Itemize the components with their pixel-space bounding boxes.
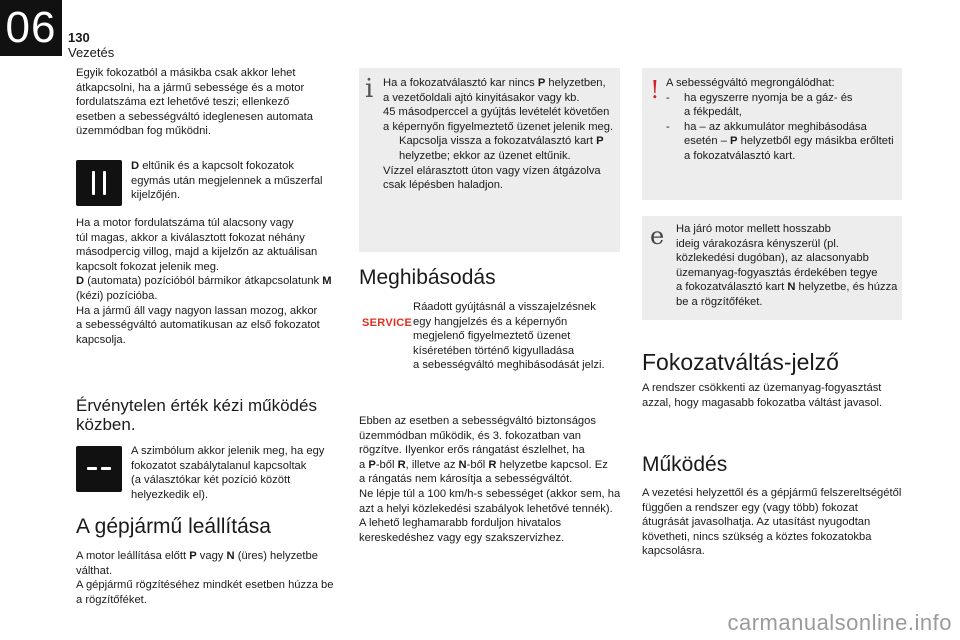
low-rpm-paragraph: Ha a motor fordulatszáma túl alacsony vagy túl magas, akkor a kiválasztott fokozat néhány másodpercig villog, majd a kijelzőn az aktuálisan kapcsolt fokozat jelenik meg. D (automata) pozícióból bármikor átkapcsolatunk M (kézi) pozícióba. Ha a jármű áll vagy nagyon lassan mozog, akkor a sebességváltó automatikusan az első fokozatot kapcsolja. bbox=[76, 217, 332, 346]
page-number: 130 bbox=[68, 30, 90, 45]
gear-shift-indicator-heading: Fokozatváltás-jelző bbox=[642, 349, 839, 375]
warning-text: A sebességváltó megrongálódhat: - ha egyszerre nyomja be a gáz- és a fékpedált, - ha – az akkumulátor meghibásodása esetén – P helyzetből egy másikba erőlteti a fokozatválasztó kart. bbox=[666, 77, 894, 162]
stopping-heading: A gépjármű leállítása bbox=[76, 515, 271, 538]
warning-panel bbox=[642, 68, 902, 200]
gear-shift-indicator-text: A rendszer csökkenti az üzemanyag-fogyasztást azzal, hogy magasabb fokozatba váltást javasol. bbox=[642, 382, 883, 409]
info-text: Ha a fokozatválasztó kar nincs P helyzetben, a vezetőoldali ajtó kinyitásakor vagy kb. 45 másodperccel a gyújtás levételét követően a képernyőn figyelmeztető üzenet jelenik meg. Kapcsolja vissza a fokozatválasztó kart P helyzetbe; ekkor az üzenet eltűnik. Vízzel elárasztott úton vagy vízen átgázolva csak lépésben haladjon. bbox=[383, 77, 614, 192]
d-note: D eltűnik és a kapcsolt fokozatok egymás után megjelennek a műszerfal kijelzőjén. bbox=[131, 160, 323, 202]
operation-text: A vezetési helyzettől és a gépjármű felszereltségétől függően a rendszer egy (vagy több) fokozat átugrását javasolhatja. Az utasítást nyugodtan követheti, nincs szükség a köztes fokozatokba kapcsolásra. bbox=[642, 487, 902, 558]
chapter-tab: 06 bbox=[0, 0, 62, 56]
gear-display-icon bbox=[76, 160, 122, 206]
eco-tip-panel bbox=[642, 216, 902, 320]
warning-icon: ! bbox=[650, 76, 660, 104]
invalid-value-text: A szimbólum akkor jelenik meg, ha egy fokozatot szabálytalanul kapcsoltak (a választókar két pozíció között helyezkedik el). bbox=[131, 445, 325, 501]
invalid-gear-icon bbox=[76, 446, 122, 492]
eco-leaf-icon: e bbox=[650, 222, 665, 250]
watermark: carmanualsonline.info bbox=[727, 610, 952, 635]
info-icon: i bbox=[365, 74, 374, 104]
fault-text: Ráadott gyújtásnál a visszajelzésnek egy hangjelzés és a képernyőn megjelenő figyelmeztető üzenet kíséretében történő kigyulladása a sebességváltó meghibásodását jelzi. bbox=[413, 301, 605, 372]
section-title: Vezetés bbox=[68, 45, 115, 60]
safe-mode-text: Ebben az esetben a sebességváltó biztonságos üzemmódban működik, és 3. fokozatban van rögzítve. Ilyenkor erős rángatást észlelhet, ha a P-ből R, illetve az N-ből R helyzetbe kapcsol. Ez a rángatás nem károsítja a sebességváltót. Ne lépje túl a 100 km/h-s sebességet (akkor sem, ha azt a helyi közlekedési szabályok lehetővé tennék). A lehető leghamarabb forduljon hivatalos kereskedéshez vagy egy szakszervizhez. bbox=[359, 415, 621, 544]
info-panel bbox=[359, 68, 620, 252]
stopping-text: A motor leállítása előtt P vagy N (üres) helyzetbe válthat. A gépjármű rögzítéséhez mindkét esetben húzza be a rögzítőféket. bbox=[76, 550, 334, 606]
intro-paragraph: Egyik fokozatból a másikba csak akkor lehet átkapcsolni, ha a jármű sebessége és a motor fordulatszáma ezt lehetővé teszi; ellenkező esetben a sebességváltó ideglenesen automata üzemmódban fog működni. bbox=[76, 67, 313, 138]
operation-heading: Működés bbox=[642, 453, 728, 476]
invalid-value-heading: Érvénytelen érték kézi működés közben. bbox=[76, 396, 317, 434]
fault-heading: Meghibásodás bbox=[359, 266, 496, 289]
eco-tip-text: Ha járó motor mellett hosszabb ideig várakozásra kényszerül (pl. közlekedési dugóban), az alacsonyabb üzemanyag-fogyasztás érdekében tegye a fokozatválasztó kart N helyzetbe, és húzza be a rögzítőféket. bbox=[676, 223, 898, 308]
service-warning-icon: SERVICE bbox=[362, 317, 413, 329]
